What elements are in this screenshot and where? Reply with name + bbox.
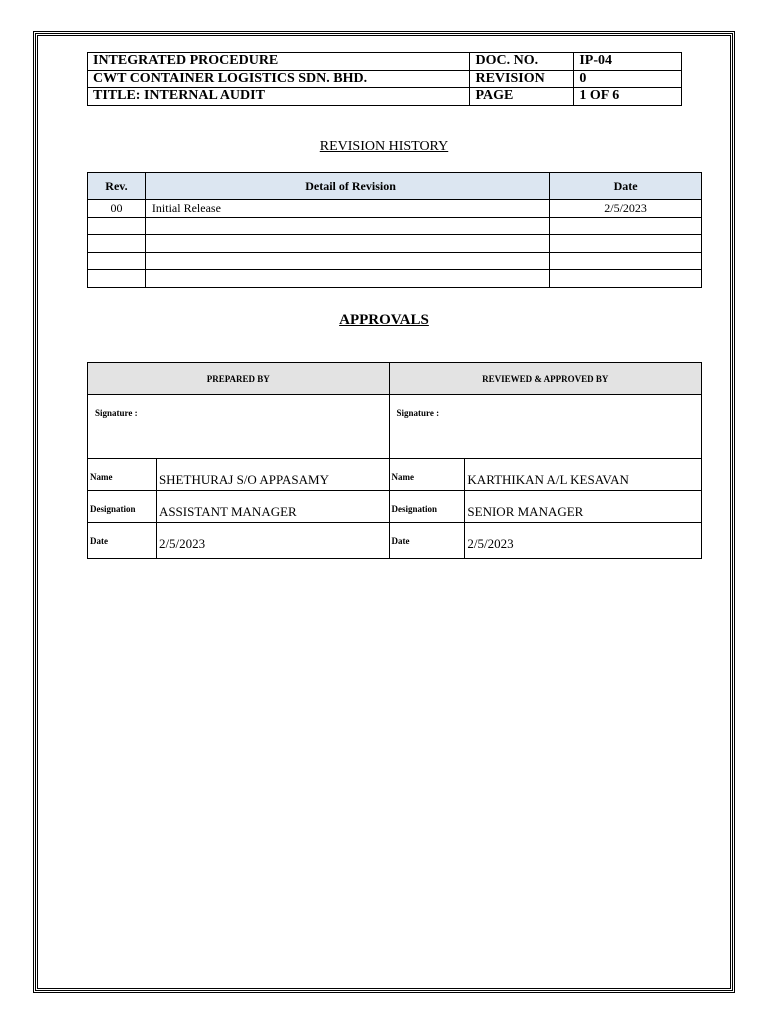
revision-history-title: REVISION HISTORY	[319, 139, 449, 154]
revision-history-table	[87, 172, 702, 288]
designation-row	[88, 491, 702, 523]
revision-label: REVISION	[470, 70, 574, 88]
column-header-rev: Rev.	[88, 173, 146, 200]
reviewed-designation-label: Designation	[389, 491, 465, 523]
table-header-row	[88, 173, 702, 200]
page-label: PAGE	[470, 88, 574, 106]
date-cell	[550, 217, 702, 235]
revision-value: 0	[574, 70, 682, 88]
header-row	[88, 53, 682, 71]
prepared-name-value: SHETHURAJ S/O APPASAMY	[156, 459, 389, 491]
name-row	[88, 459, 702, 491]
header-row	[88, 70, 682, 88]
table-row	[88, 235, 702, 253]
table-row	[88, 252, 702, 270]
reviewed-name-label: Name	[389, 459, 465, 491]
approvals-header-row	[88, 363, 702, 395]
document-title: TITLE: INTERNAL AUDIT	[88, 88, 470, 106]
prepared-designation-value: ASSISTANT MANAGER	[156, 491, 389, 523]
reviewed-signature-field: Signature :	[389, 395, 702, 459]
table-row	[88, 217, 702, 235]
prepared-designation-label: Designation	[88, 491, 157, 523]
prepared-name-label: Name	[88, 459, 157, 491]
prepared-date-value: 2/5/2023	[156, 523, 389, 559]
reviewed-by-header: REVIEWED & APPROVED BY	[389, 363, 702, 395]
approvals-table	[87, 362, 702, 559]
prepared-by-header: PREPARED BY	[88, 363, 390, 395]
doc-no-label: DOC. NO.	[470, 53, 574, 71]
approvals-title: APPROVALS	[339, 312, 429, 328]
detail-cell	[145, 252, 549, 270]
reviewed-date-label: Date	[389, 523, 465, 559]
column-header-detail: Detail of Revision	[145, 173, 549, 200]
date-cell	[550, 235, 702, 253]
rev-cell: 00	[88, 200, 146, 218]
reviewed-name-value: KARTHIKAN A/L KESAVAN	[465, 459, 702, 491]
column-header-date: Date	[550, 173, 702, 200]
detail-cell: Initial Release	[145, 200, 549, 218]
date-cell: 2/5/2023	[550, 200, 702, 218]
page-value: 1 OF 6	[574, 88, 682, 106]
rev-cell	[88, 270, 146, 288]
reviewed-designation-value: SENIOR MANAGER	[465, 491, 702, 523]
procedure-label: INTEGRATED PROCEDURE	[88, 53, 470, 71]
date-row	[88, 523, 702, 559]
prepared-signature-field: Signature :	[88, 395, 390, 459]
rev-cell	[88, 235, 146, 253]
signature-row	[88, 395, 702, 459]
detail-cell	[145, 235, 549, 253]
rev-cell	[88, 252, 146, 270]
header-row	[88, 88, 682, 106]
date-cell	[550, 252, 702, 270]
date-cell	[550, 270, 702, 288]
detail-cell	[145, 270, 549, 288]
document-header-table	[87, 52, 682, 106]
detail-cell	[145, 217, 549, 235]
prepared-date-label: Date	[88, 523, 157, 559]
doc-no-value: IP-04	[574, 53, 682, 71]
table-row	[88, 200, 702, 218]
table-row	[88, 270, 702, 288]
rev-cell	[88, 217, 146, 235]
company-name: CWT CONTAINER LOGISTICS SDN. BHD.	[88, 70, 470, 88]
reviewed-date-value: 2/5/2023	[465, 523, 702, 559]
